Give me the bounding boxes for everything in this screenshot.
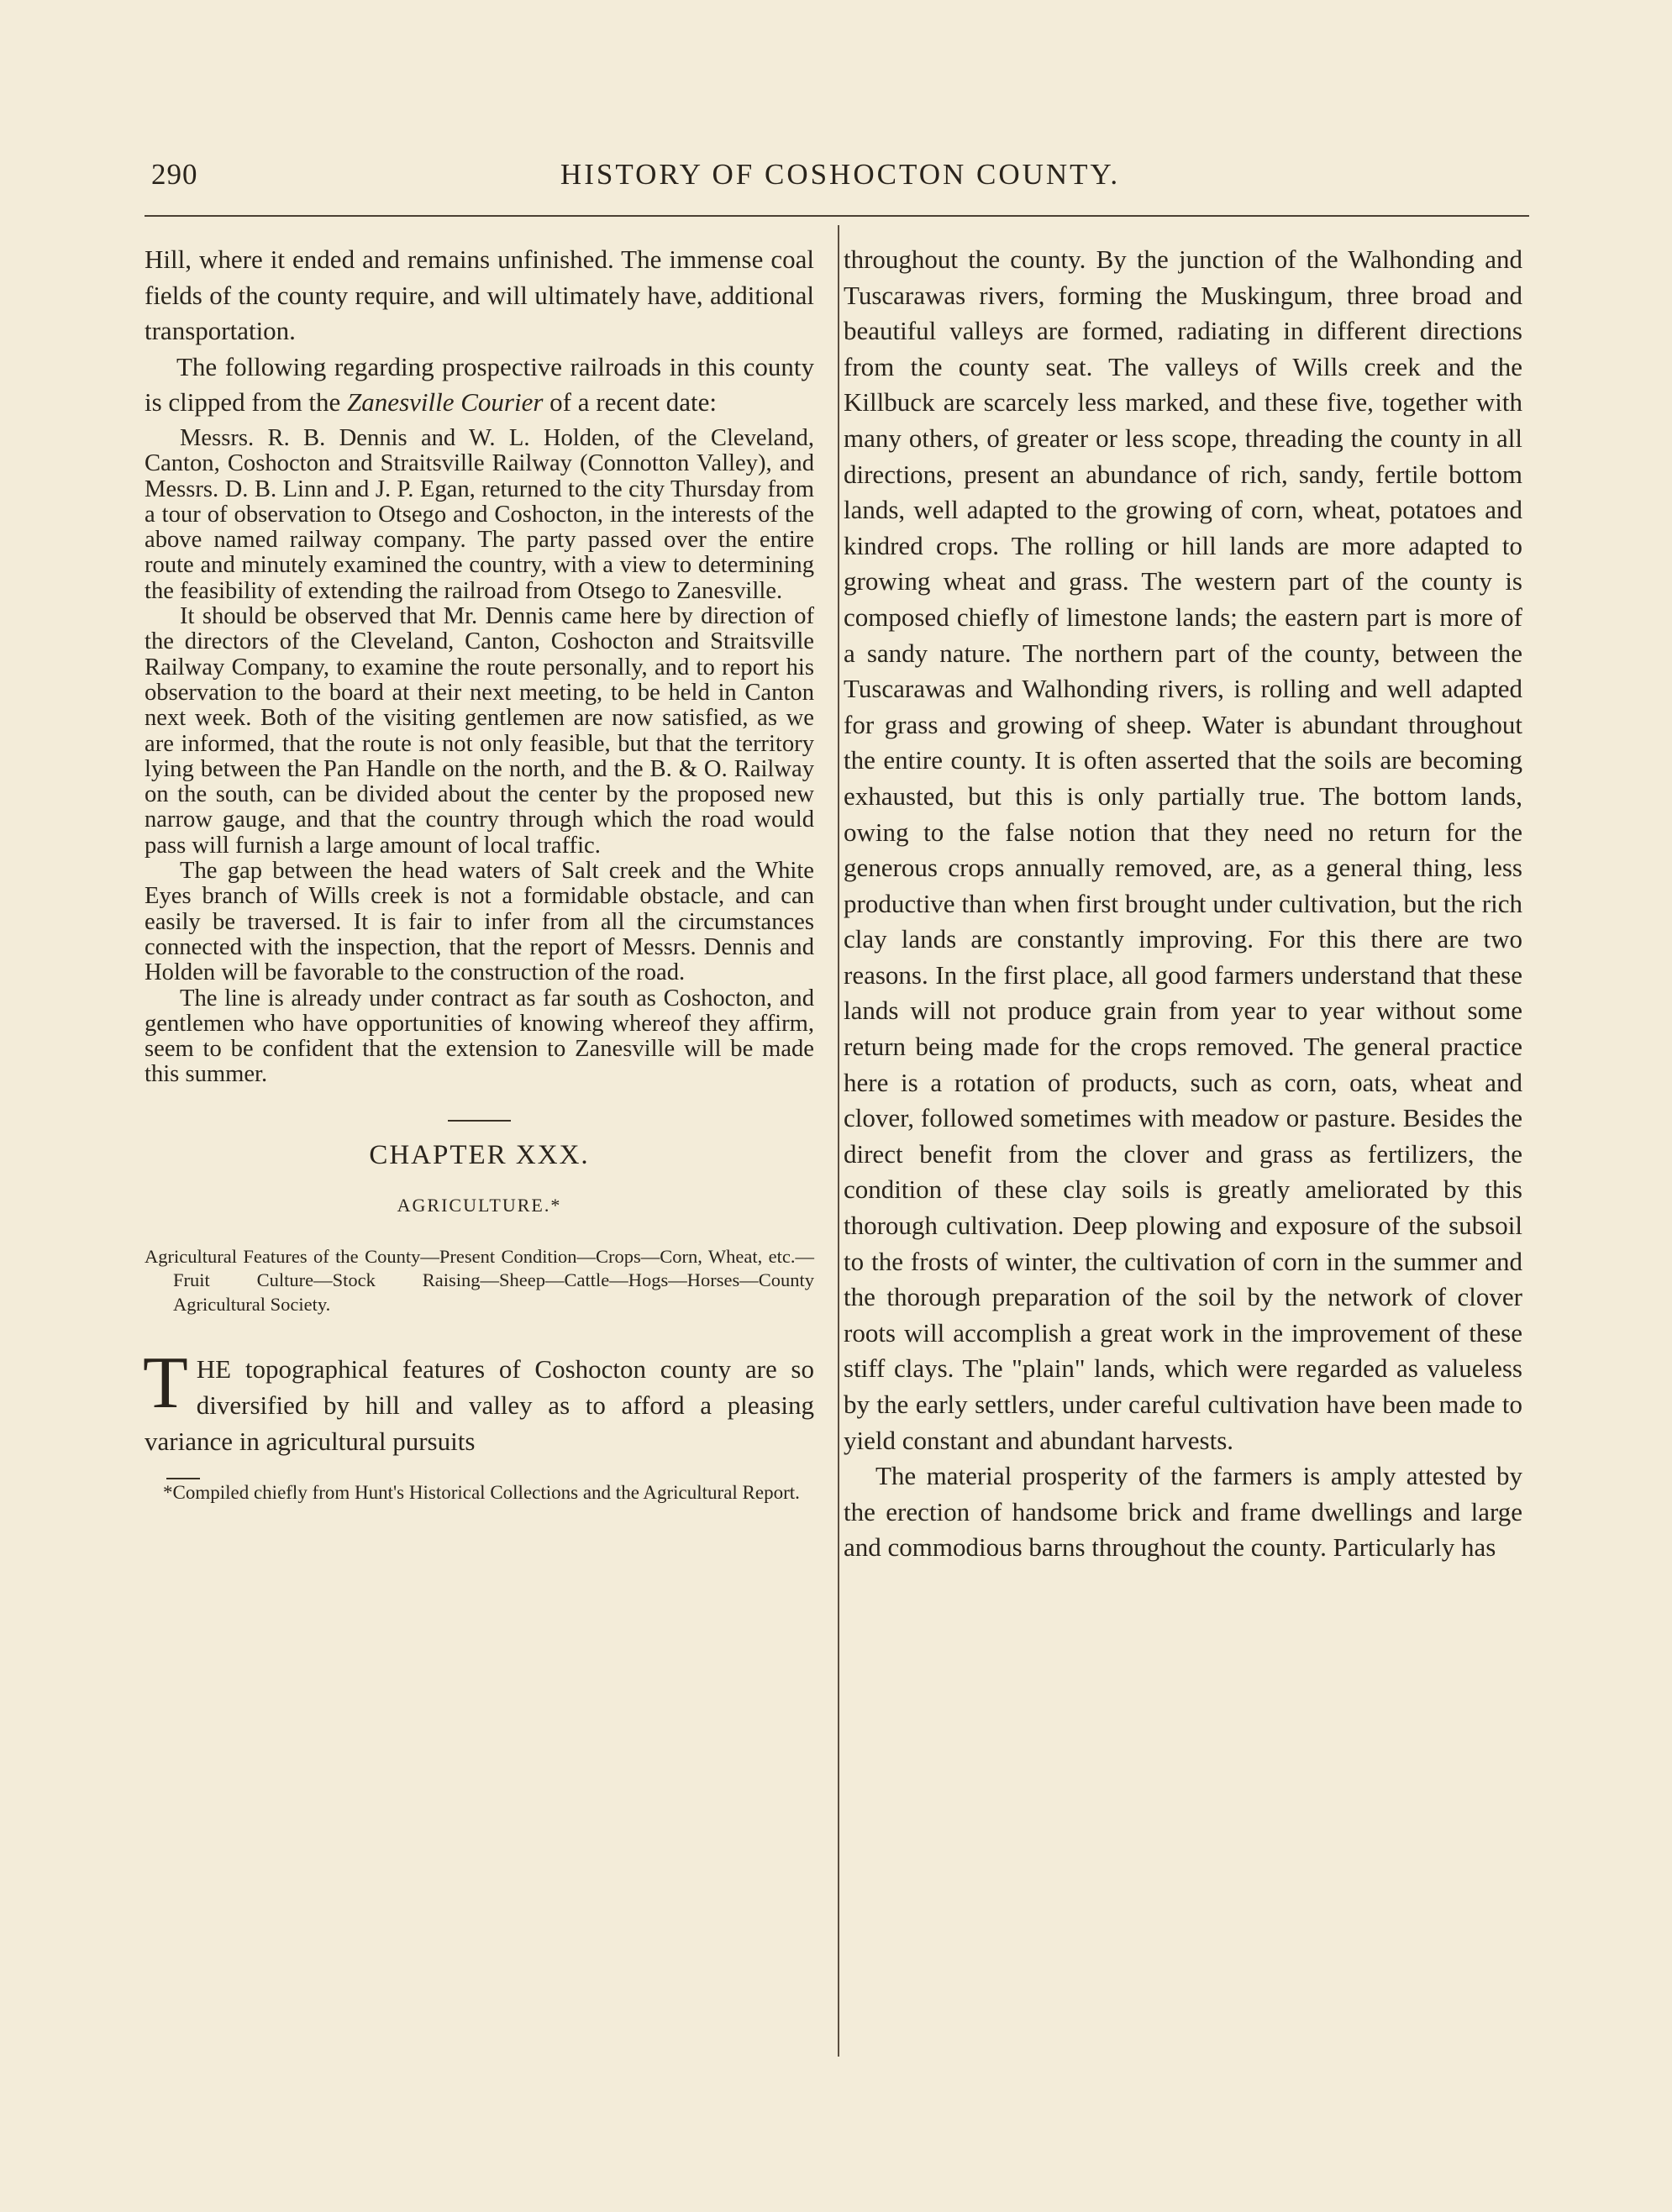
section-ornament bbox=[145, 1113, 814, 1118]
paragraph-text: of a recent date: bbox=[543, 387, 717, 418]
chapter-subtitle: AGRICULTURE.* bbox=[397, 1194, 562, 1216]
quote-paragraph: The gap between the head waters of Salt creek and the White Eyes branch of Wills creek is not a formidable obstacle, and can easily be traversed. It is fair to infer from all the circumstances connected with the inspection, that the report of Messrs. Dennis and Holden will be favorable to the construction of the road. bbox=[145, 858, 814, 986]
quote-paragraph: It should be observed that Mr. Dennis came here by direction of the directors of the Cleveland, Canton, Coshocton and Straitsville Railway Company, to examine the route personally, and to report his observation to the board at their next meeting, to be held in Canton next week. Both of the visiting gentlemen are now satisfied, as we are informed, that the route is not only feasible, but that the territory lying between the Pan Handle on the north, and the B. & O. Railway on the south, can be divided about the center by the proposed new narrow gauge, and that the country through which the road would pass will furnish a large amount of local traffic. bbox=[145, 603, 814, 859]
paragraph-text: The following regarding prospective railroads in this county is clipped from the bbox=[145, 351, 814, 418]
quote-paragraph: The line is already under contract as far south as Coshocton, and gentlemen who have opportunities of knowing whereof they affirm, seem to be confident that the extension to Zanesville will be made this summer. bbox=[145, 985, 814, 1088]
synopsis-text: Agricultural Features of the County—Present Condition—Crops—Corn, Wheat, etc.—Fruit Culture—Stock Raising—Sheep—Cattle—Hogs—Horses—County Agricultural Society. bbox=[145, 1245, 814, 1315]
paragraph: Hill, where it ended and remains unfinished. The immense coal fields of the county require, and will ultimately have, additional transportation. bbox=[145, 244, 814, 346]
header-rule bbox=[145, 215, 1529, 217]
source-title: Zanesville Courier bbox=[347, 387, 544, 418]
chapter-title: CHAPTER XXX. bbox=[369, 1139, 590, 1170]
drop-cap: T bbox=[143, 1342, 188, 1425]
footnote-rule bbox=[166, 1478, 200, 1479]
column-divider bbox=[838, 225, 839, 2057]
paragraph: The material prosperity of the farmers is amply attested by the erection of handsome brick and frame dwellings and large and commodious barns throughout the county. Particularly has bbox=[844, 1461, 1522, 1563]
page-header bbox=[151, 158, 1529, 200]
left-column bbox=[145, 242, 814, 1503]
paragraph: throughout the county. By the junction of the Walhonding and Tuscarawas rivers, forming the Muskingum, three broad and beautiful valleys are formed, radiating in different directions from the county seat. The valleys of Wills creek and the Killbuck are scarcely less marked, and these five, together with many others, of greater or less scope, threading the county in all directions, present an abundance of rich, sandy, fertile bottom lands, well adapted to the growing of corn, wheat, potatoes and kindred crops. The rolling or hill lands are more adapted to growing wheat and grass. The western part of the county is composed chiefly of limestone lands; the eastern part is more of a sandy nature. The northern part of the county, between the Tuscarawas and Walhonding rivers, is rolling and well adapted for grass and growing of sheep. Water is abundant throughout the entire county. It is often asserted that the soils are becoming exhausted, but this is only partially true. The bottom lands, owing to the false notion that they need no return for the generous crops annually removed, are, as a general thing, less productive than when first brought under cultivation, but the rich clay lands are constantly improving. For this there are two reasons. In the first place, all good farmers understand that these lands will not produce grain from year to year without some return being made for the crops removed. The general practice here is a rotation of products, such as corn, oats, wheat and clover, followed sometimes with meadow or pasture. Besides the direct benefit from the clover and grass as fertilizers, the condition of these clay soils is greatly ameliorated by this thorough cultivation. Deep plowing and exposure of the subsoil to the frosts of winter, the cultivation of corn in the summer and the thorough preparation of the soil by the network of clover roots will accomplish a great work in the improvement of these stiff clays. The "plain" lands, which were regarded as valueless by the early settlers, under careful cultivation have been made to yield constant and abundant harvests. bbox=[844, 244, 1522, 1455]
right-column bbox=[844, 242, 1522, 1566]
opening-text: HE topographical features of Coshocton county are so diversified by hill and valley as to afford a pleasing variance in agricultural pursuits bbox=[145, 1354, 814, 1456]
page-number: 290 bbox=[151, 158, 198, 191]
footnote: *Compiled chiefly from Hunt's Historical Collections and the Agricultural Report. bbox=[163, 1482, 800, 1504]
paragraph bbox=[145, 349, 814, 421]
chapter-synopsis bbox=[145, 1245, 814, 1317]
newspaper-quote bbox=[145, 426, 814, 1088]
quote-paragraph: Messrs. R. B. Dennis and W. L. Holden, of the Cleveland, Canton, Coshocton and Straitsville Railway (Connotton Valley), and Messrs. D. B. Linn and J. P. Egan, returned to the city Thursday from a tour of observation to Otsego and Coshocton, in the interests of the above named railway company. The party passed over the entire route and minutely examined the country, with a view to determining the feasibility of extending the railroad from Otsego to Zanesville. bbox=[145, 424, 814, 604]
running-head: HISTORY OF COSHOCTON COUNTY. bbox=[560, 158, 1121, 191]
opening-paragraph bbox=[143, 1342, 814, 1459]
